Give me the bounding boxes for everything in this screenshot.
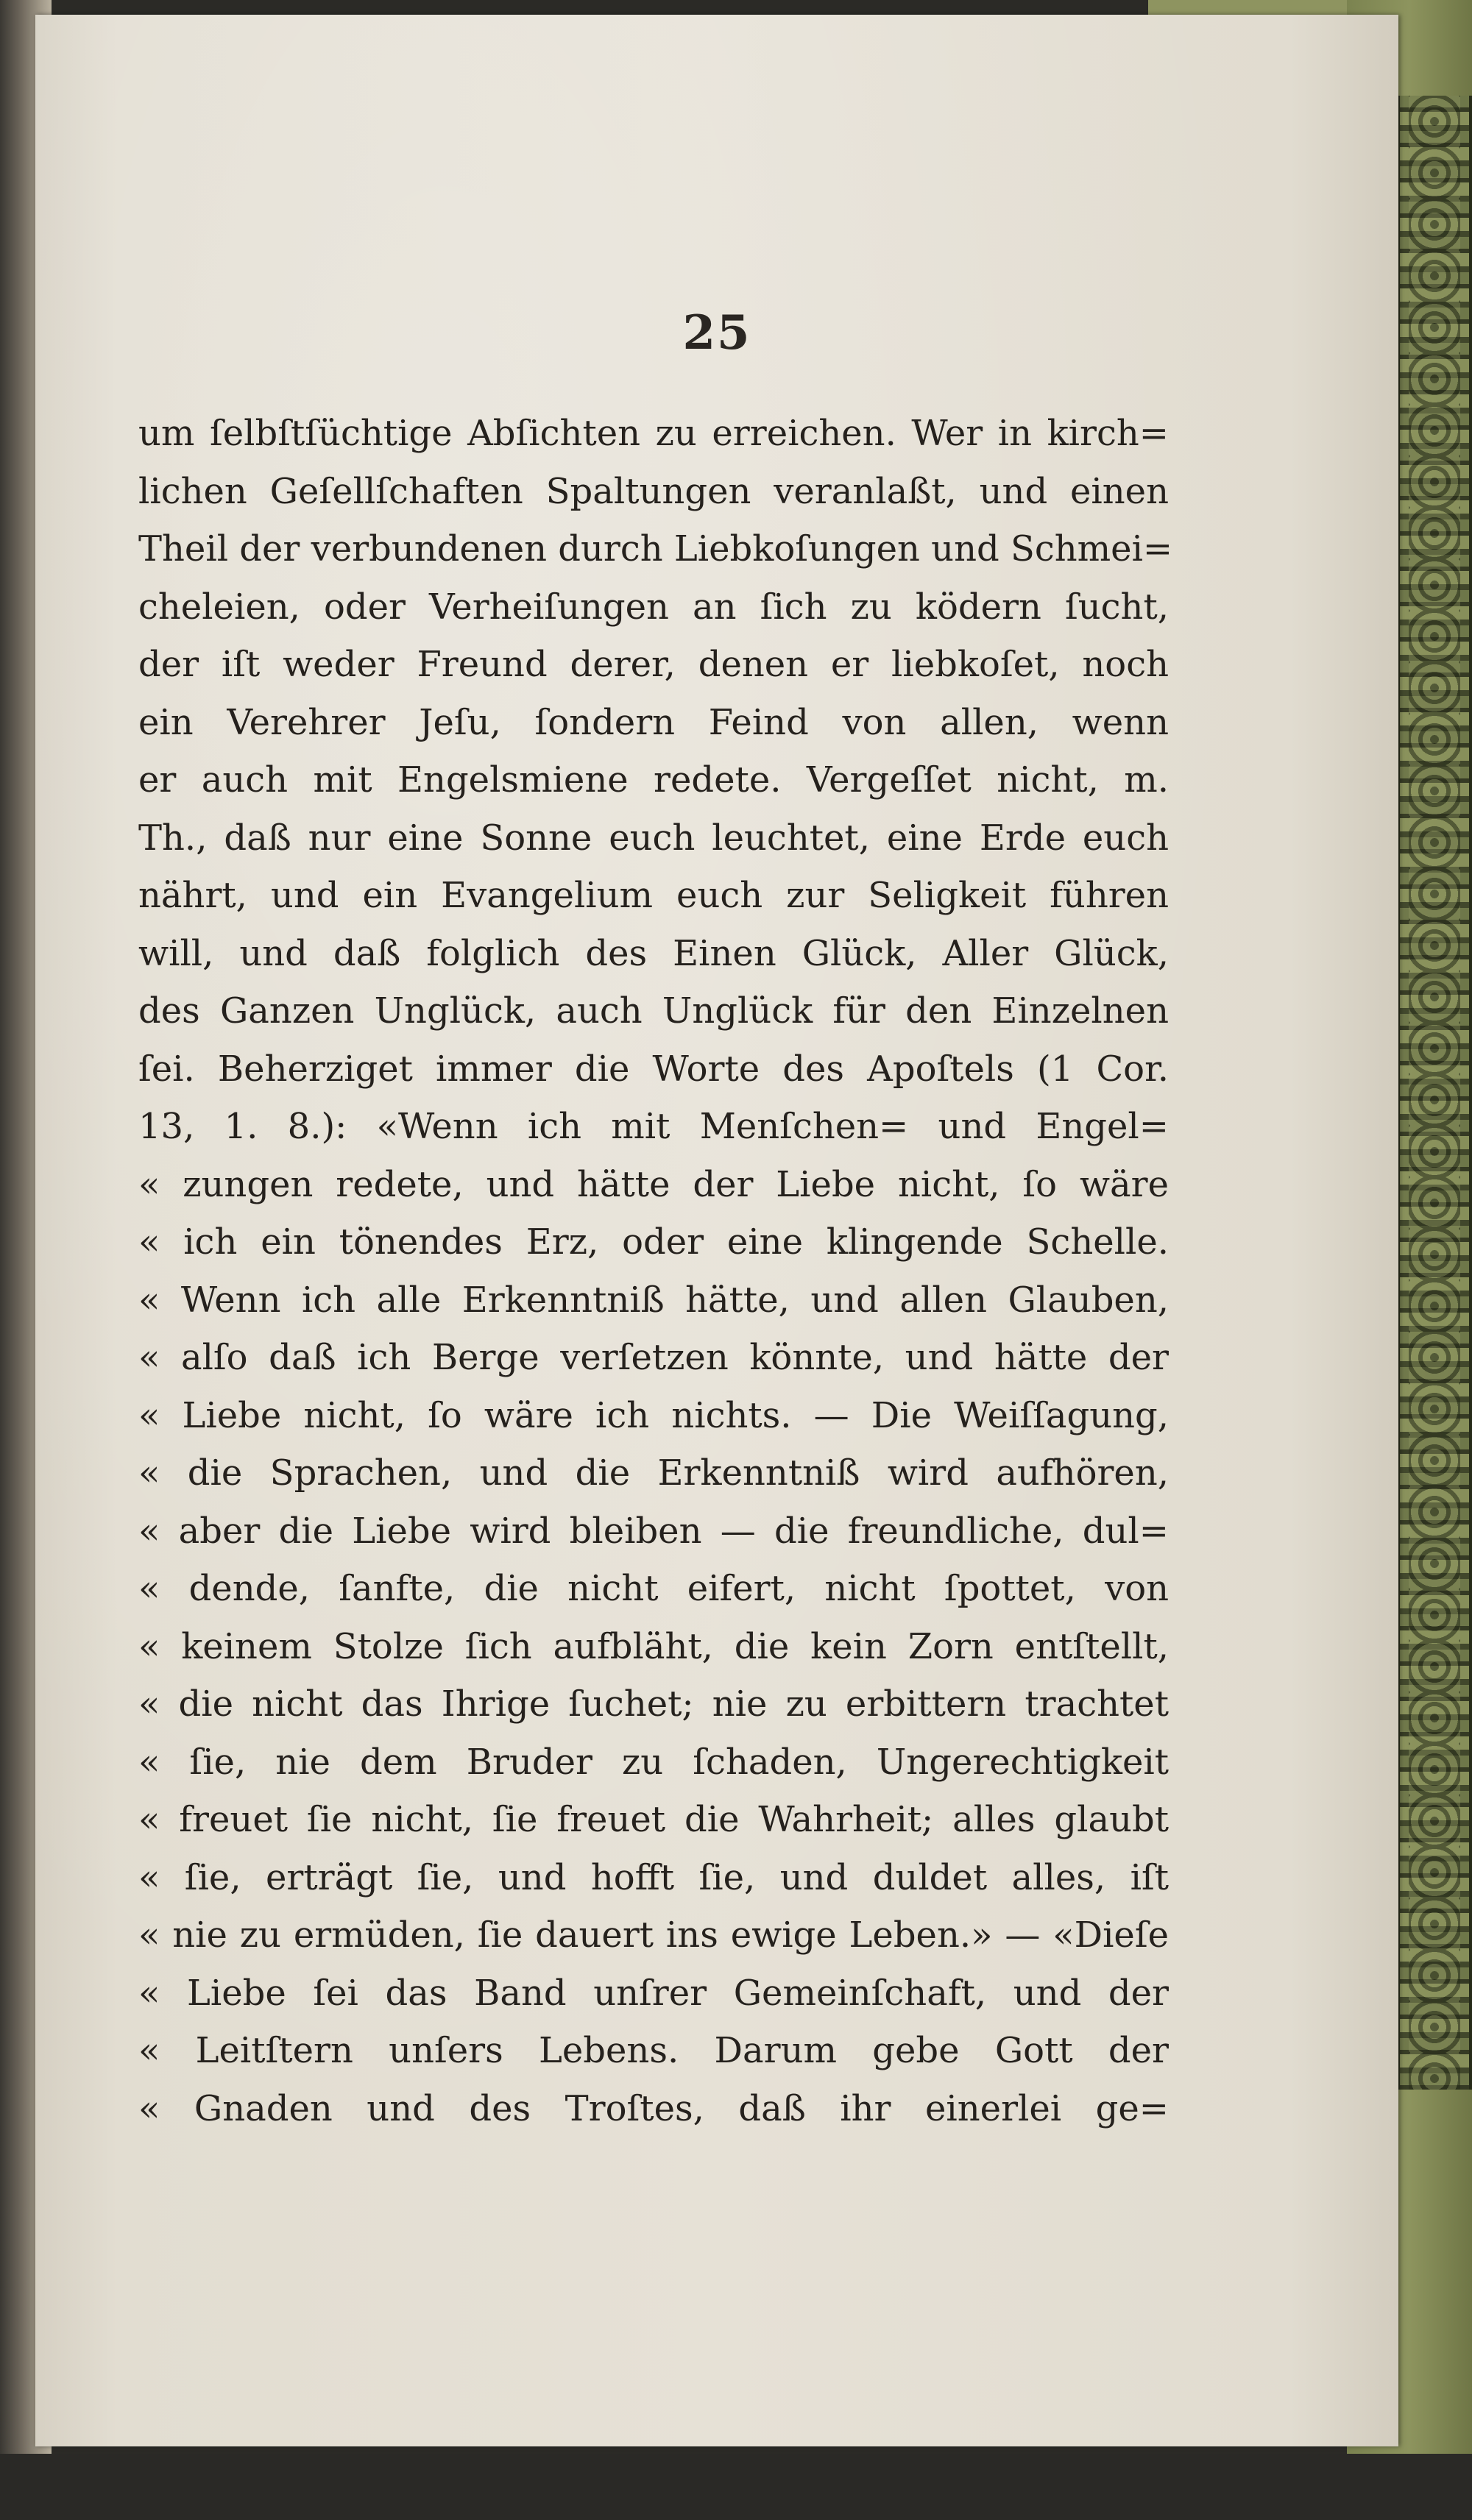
text-line: « die nicht das Ihrige ſuchet; nie zu erbittern trachtet: [138, 1683, 1169, 1725]
text-line: nährt, und ein Evangelium euch zur Seligkeit führen: [138, 875, 1169, 916]
text-line: « keinem Stolze ſich aufbläht, die kein Zorn entſtellt,: [138, 1625, 1169, 1667]
text-line: « ich ein tönendes Erz, oder eine klingende Schelle.: [138, 1221, 1169, 1263]
text-line: « die Sprachen, und die Erkenntniß wird aufhören,: [138, 1452, 1169, 1494]
text-line: « Wenn ich alle Erkenntniß hätte, und allen Glauben,: [138, 1279, 1169, 1321]
text-line: « ſie, nie dem Bruder zu ſchaden, Ungerechtigkeit: [138, 1741, 1169, 1783]
text-line: « dende, ſanfte, die nicht eifert, nicht ſpottet, von: [138, 1568, 1169, 1609]
text-line: Theil der verbundenen durch Liebkoſungen und Schmei=: [138, 528, 1173, 569]
page-text-block: [138, 405, 1173, 2137]
background-surface: [0, 2454, 1472, 2520]
text-line: cheleien, oder Verheiſungen an ſich zu ködern ſucht,: [138, 586, 1169, 628]
text-line: « zungen redete, und hätte der Liebe nicht, ſo wäre: [138, 1163, 1169, 1205]
text-line: « freuet ſie nicht, ſie freuet die Wahrheit; alles glaubt: [138, 1799, 1169, 1840]
text-line: ſei. Beherziget immer die Worte des Apoſtels (1 Cor.: [138, 1048, 1169, 1090]
text-line: « Leitſtern unſers Lebens. Darum gebe Gott der: [138, 2030, 1169, 2071]
text-line: « alſo daß ich Berge verſetzen könnte, und hätte der: [138, 1337, 1169, 1378]
text-line: lichen Geſellſchaften Spaltungen veranlaßt, und einen: [138, 470, 1169, 512]
text-line: er auch mit Engelsmiene redete. Vergeſſet nicht, m.: [138, 759, 1169, 801]
text-line: « ſie, erträgt ſie, und hofft ſie, und duldet alles, iſt: [138, 1856, 1169, 1898]
text-line: ein Verehrer Jeſu, ſondern Feind von allen, wenn: [138, 701, 1169, 743]
book-page: [35, 15, 1398, 2446]
text-line: um ſelbſtſüchtige Abſichten zu erreichen. Wer in kirch=: [138, 413, 1169, 454]
page-number: 25: [682, 305, 751, 361]
cover-ornament-border: [1397, 96, 1472, 2090]
text-line: « Gnaden und des Troſtes, daß ihr einerlei ge=: [138, 2087, 1169, 2129]
text-line: will, und daß folglich des Einen Glück, Aller Glück,: [138, 932, 1169, 974]
text-line: « Liebe nicht, ſo wäre ich nichts. — Die Weiſſagung,: [138, 1394, 1169, 1436]
text-line: « nie zu ermüden, ſie dauert ins ewige Leben.» — «Dieſe: [138, 1914, 1169, 1956]
text-line: des Ganzen Unglück, auch Unglück für den Einzelnen: [138, 990, 1169, 1032]
text-line: Th., daß nur eine Sonne euch leuchtet, eine Erde euch: [138, 817, 1169, 859]
text-line: « Liebe ſei das Band unſrer Gemeinſchaft, und der: [138, 1972, 1169, 2014]
text-line: 13, 1. 8.): «Wenn ich mit Menſchen= und Engel=: [138, 1106, 1169, 1147]
text-line: der iſt weder Freund derer, denen er liebkoſet, noch: [138, 644, 1169, 685]
text-line: « aber die Liebe wird bleiben — die freundliche, dul=: [138, 1510, 1169, 1552]
